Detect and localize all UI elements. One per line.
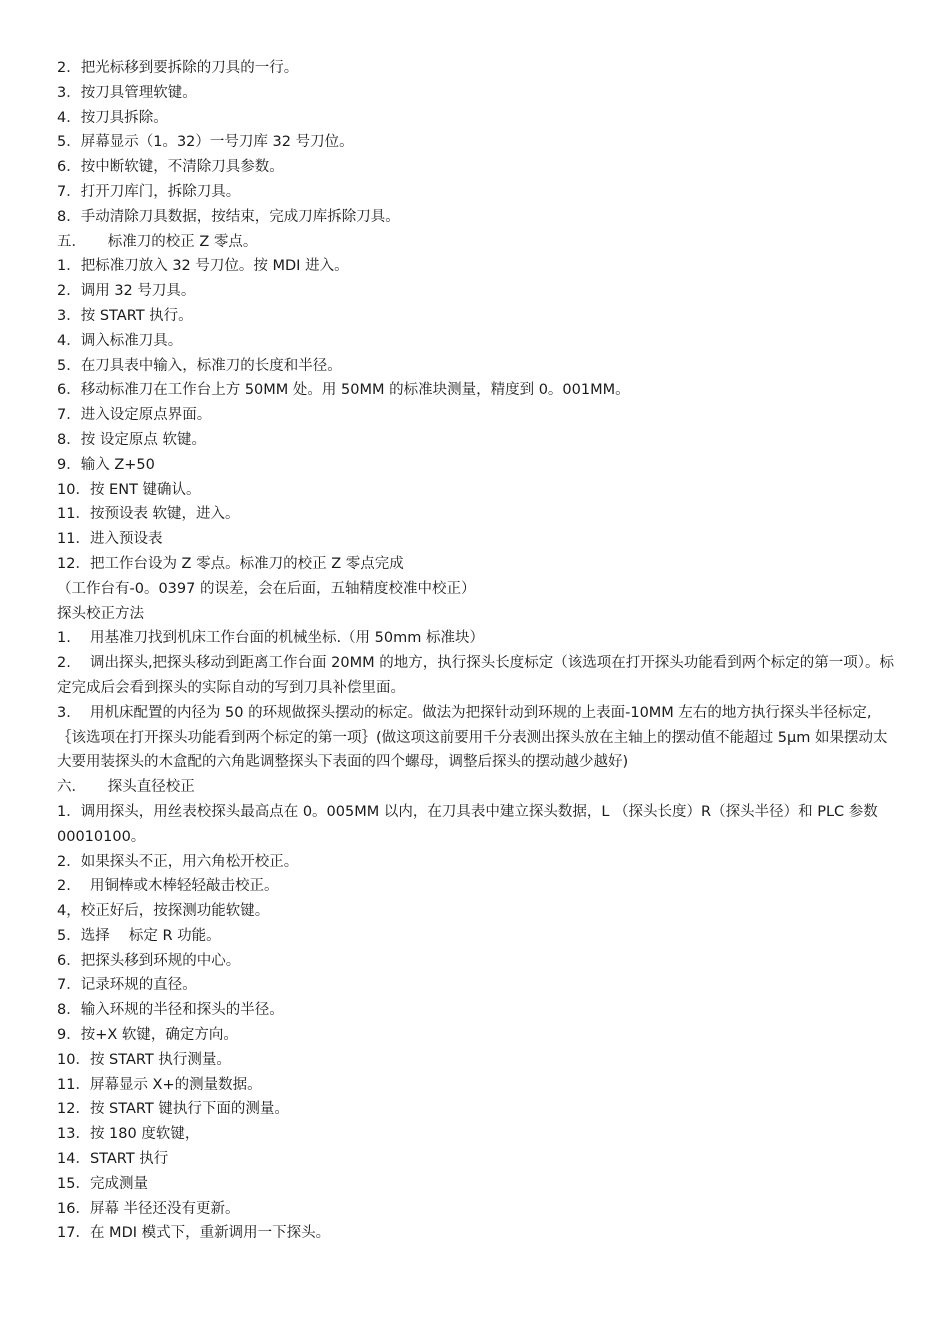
section-tool-removal-steps: [57, 56, 899, 230]
text-line: 11．进入预设表: [57, 531, 163, 548]
text-line: 7．记录环规的直径。: [57, 977, 197, 994]
section-heading: 六． 探头直径校正: [57, 779, 195, 796]
text-line: 1．把标准刀放入 32 号刀位。按 MDI 进入。: [57, 258, 349, 275]
text-paragraph: 1．调用探头，用丝表校探头最高点在 0。005MM 以内，在刀具表中建立探头数据，L （探头长度）R（探头半径）和 PLC 参数 00010100。: [57, 803, 878, 845]
text-line: 10．按 START 执行测量。: [57, 1051, 231, 1068]
text-line: 8．手动清除刀具数据，按结束，完成刀库拆除刀具。: [57, 208, 400, 225]
text-line: 6．移动标准刀在工作台上方 50MM 处。用 50MM 的标准块测量，精度到 0。001MM。: [57, 382, 630, 399]
text-line: 4．按刀具拆除。: [57, 109, 168, 126]
text-line: 12．按 START 键执行下面的测量。: [57, 1101, 289, 1118]
text-line: 17．在 MDI 模式下，重新调用一下探头。: [57, 1225, 331, 1242]
text-line: 2. 用铜棒或木棒轻轻敲击校正。: [57, 878, 279, 895]
text-line: 16．屏幕 半径还没有更新。: [57, 1200, 240, 1217]
text-line: 11．屏幕显示 X+的测量数据。: [57, 1076, 262, 1093]
text-paragraph: 3. 用机床配置的内径为 50 的环规做探头摆动的标定。做法为把探针动到环规的上表面-10MM 左右的地方执行探头半径标定,｛该选项在打开探头功能看到两个标定的第一项｝(做这项这前要用千分表测出探头放在主轴上的摆动值不能超过 5μm 如果摆动太大要用装探头的木盒配的六角匙调整探头下表面的四个螺母，调整后探头的摆动越少越好): [57, 704, 888, 771]
text-line: 7．打开刀库门，拆除刀具。: [57, 183, 241, 200]
text-line: 5．选择 标定 R 功能。: [57, 927, 221, 944]
text-paragraph: 2. 调出探头,把探头移动到距离工作台面 20MM 的地方，执行探头长度标定（该选项在打开探头功能看到两个标定的第一项）。标定完成后会看到探头的实际自动的写到刀具补偿里面。: [57, 655, 894, 696]
text-line: 2．把光标移到要拆除的刀具的一行。: [57, 60, 299, 76]
text-line: 7．进入设定原点界面。: [57, 407, 212, 424]
section-heading: 五． 标准刀的校正 Z 零点。: [57, 233, 258, 250]
text-line: 13．按 180 度软键，: [57, 1126, 200, 1143]
text-line: 15．完成测量: [57, 1175, 148, 1192]
text-line: 8．输入环规的半径和探头的半径。: [57, 1002, 284, 1019]
text-line: 3．按 START 执行。: [57, 307, 193, 324]
section-heading: 探头校正方法: [57, 605, 144, 622]
text-line: 14．START 执行: [57, 1151, 169, 1168]
text-line: 4．调入标准刀具。: [57, 332, 183, 349]
text-line: 10．按 ENT 键确认。: [57, 481, 201, 498]
text-line: 8．按 设定原点 软键。: [57, 431, 206, 448]
section-probe-diameter: [57, 775, 899, 1246]
text-line: 12．把工作台设为 Z 零点。标准刀的校正 Z 零点完成: [57, 555, 404, 572]
text-line: 9．按+X 软键，确定方向。: [57, 1027, 238, 1044]
text-line: 9．输入 Z+50: [57, 456, 155, 473]
text-line: 11．按预设表 软键，进入。: [57, 506, 240, 523]
section-probe-calibration: [57, 602, 899, 776]
text-line: 6．按中断软键，不清除刀具参数。: [57, 159, 284, 176]
text-line: 2．调用 32 号刀具。: [57, 283, 196, 300]
text-line: 6．把探头移到环规的中心。: [57, 952, 241, 969]
section-standard-tool-z-zero: [57, 230, 899, 602]
text-line: 5．屏幕显示（1。32）一号刀库 32 号刀位。: [57, 134, 354, 151]
text-line: 4，校正好后，按探测功能软键。: [57, 903, 270, 920]
text-line: 1. 用基准刀找到机床工作台面的机械坐标.（用 50mm 标准块）: [57, 630, 484, 647]
text-line: 3．按刀具管理软键。: [57, 84, 197, 101]
note-line: （工作台有-0。0397 的误差，会在后面，五轴精度校准中校正）: [57, 580, 476, 597]
text-line: 5．在刀具表中输入，标准刀的长度和半径。: [57, 357, 342, 374]
document-body: [57, 56, 899, 1246]
text-line: 2．如果探头不正，用六角松开校正。: [57, 853, 299, 870]
